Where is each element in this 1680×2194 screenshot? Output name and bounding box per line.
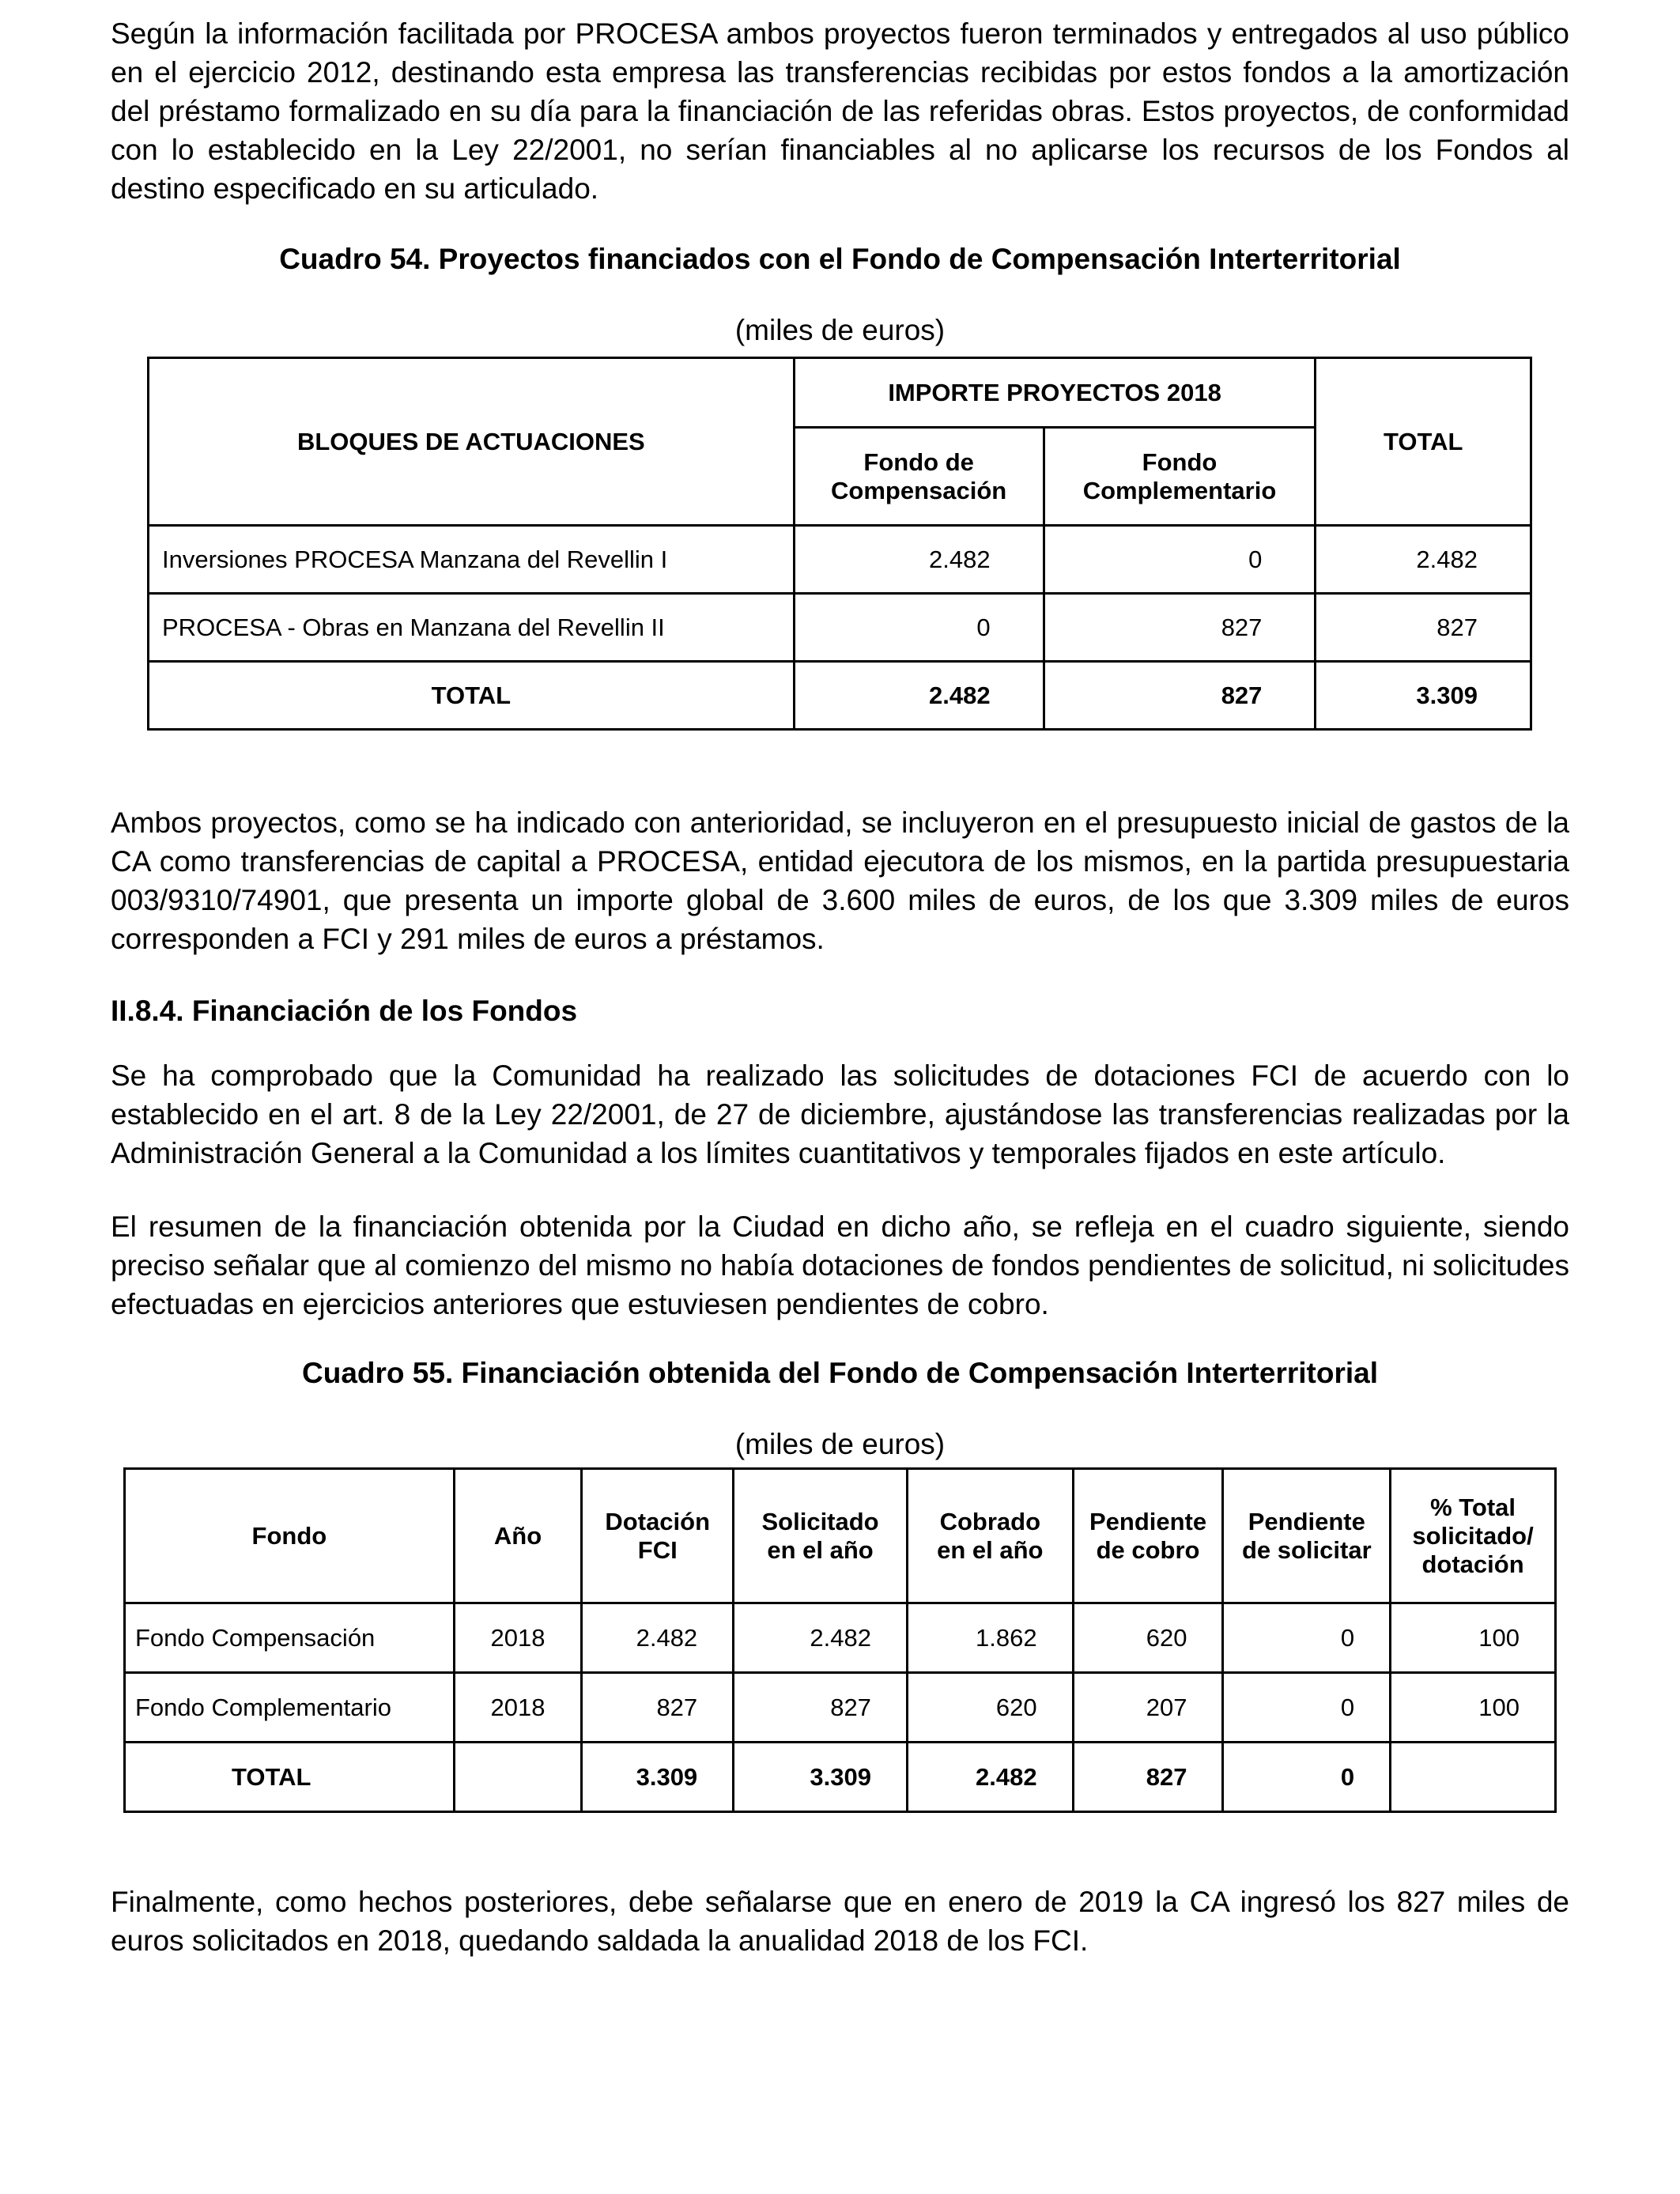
header-cobrado: Cobrado en el año bbox=[907, 1469, 1073, 1603]
total-cobrado: 2.482 bbox=[907, 1743, 1073, 1812]
table54-caption: Cuadro 54. Proyectos financiados con el Fondo de Compensación Interterritorial bbox=[279, 243, 1401, 275]
row-solicitado: 2.482 bbox=[734, 1603, 908, 1673]
row-cobrado: 620 bbox=[907, 1673, 1073, 1743]
total-dotacion: 3.309 bbox=[582, 1743, 734, 1812]
paragraph-3: Se ha comprobado que la Comunidad ha realizado las solicitudes de dotaciones FCI de acuerdo con lo establecido en el art. 8 de la Ley 22/2001, de 27 de diciembre, ajustándose las transferencias realizadas por la Administración General a la Comunidad a los límites cuantitativos y temporales fijados en este artículo. bbox=[111, 1059, 1569, 1169]
table55-caption: Cuadro 55. Financiación obtenida del Fondo de Compensación Interterritorial bbox=[302, 1357, 1378, 1389]
intro-paragraph: Según la información facilitada por PROCESA ambos proyectos fueron terminados y entregados al uso público en el ejercicio 2012, destinando esta empresa las transferencias recibidas por estos fondos a la amortización del préstamo formalizado en su día para la financiación de las referidas obras. Estos proyectos, de conformidad con lo establecido en la Ley 22/2001, no serían financiables al no aplicarse los recursos de los Fondos al destino especificado en su articulado. bbox=[111, 17, 1569, 205]
total-label: TOTAL bbox=[125, 1743, 455, 1812]
header-bloques: BLOQUES DE ACTUACIONES bbox=[149, 358, 795, 526]
table55 bbox=[123, 1467, 1557, 1813]
total-pendiente-solicitar: 0 bbox=[1223, 1743, 1391, 1812]
row-cobrado: 1.862 bbox=[907, 1603, 1073, 1673]
header-total: TOTAL bbox=[1316, 358, 1531, 526]
header-importe: IMPORTE PROYECTOS 2018 bbox=[794, 358, 1316, 428]
row-total: 2.482 bbox=[1316, 526, 1531, 594]
total-row bbox=[125, 1743, 1556, 1812]
row-complementario: 0 bbox=[1044, 526, 1316, 594]
row-pct: 100 bbox=[1391, 1673, 1556, 1743]
header-fondo: Fondo bbox=[125, 1469, 455, 1603]
header-fondo-compensacion: Fondo de Compensación bbox=[794, 428, 1044, 526]
table-row bbox=[149, 526, 1531, 594]
row-pct: 100 bbox=[1391, 1603, 1556, 1673]
header-anio: Año bbox=[454, 1469, 582, 1603]
row-anio: 2018 bbox=[454, 1603, 582, 1673]
total-total: 3.309 bbox=[1316, 662, 1531, 730]
paragraph-4: El resumen de la financiación obtenida por la Ciudad en dicho año, se refleja en el cuadro siguiente, siendo preciso señalar que al comienzo del mismo no había dotaciones de fondos pendientes de solicitud, ni solicitudes efectuadas en ejercicios anteriores que estuviesen pendientes de cobro. bbox=[111, 1210, 1569, 1320]
header-pct: % Total solicitado/ dotación bbox=[1391, 1469, 1556, 1603]
paragraph-2: Ambos proyectos, como se ha indicado con anterioridad, se incluyeron en el presupuesto inicial de gastos de la CA como transferencias de capital a PROCESA, entidad ejecutora de los mismos, en la partida presupuestaria 003/9310/74901, que presenta un importe global de 3.600 miles de euros, de los que 3.309 miles de euros corresponden a FCI y 291 miles de euros a préstamos. bbox=[111, 806, 1569, 955]
header-fondo-complementario: Fondo Complementario bbox=[1044, 428, 1316, 526]
total-solicitado: 3.309 bbox=[734, 1743, 908, 1812]
table-row bbox=[149, 594, 1531, 662]
row-total: 827 bbox=[1316, 594, 1531, 662]
row-fondo: Fondo Compensación bbox=[125, 1603, 455, 1673]
document-page bbox=[111, 14, 1569, 1960]
total-row bbox=[149, 662, 1531, 730]
row-anio: 2018 bbox=[454, 1673, 582, 1743]
row-fondo: Fondo Complementario bbox=[125, 1673, 455, 1743]
header-solicitado: Solicitado en el año bbox=[734, 1469, 908, 1603]
header-pendiente-solicitar: Pendiente de solicitar bbox=[1223, 1469, 1391, 1603]
table54 bbox=[147, 357, 1532, 731]
table55-units: (miles de euros) bbox=[734, 1428, 946, 1460]
final-paragraph: Finalmente, como hechos posteriores, debe señalarse que en enero de 2019 la CA ingresó los 827 miles de euros solicitados en 2018, quedando saldada la anualidad 2018 de los FCI. bbox=[111, 1886, 1569, 1957]
row-name: Inversiones PROCESA Manzana del Revellin I bbox=[149, 526, 795, 594]
table54-units: (miles de euros) bbox=[734, 314, 946, 346]
section-heading: II.8.4. Financiación de los Fondos bbox=[111, 995, 578, 1027]
row-pendiente-cobro: 207 bbox=[1073, 1673, 1223, 1743]
row-solicitado: 827 bbox=[734, 1673, 908, 1743]
total-pendiente-cobro: 827 bbox=[1073, 1743, 1223, 1812]
row-compensacion: 0 bbox=[794, 594, 1044, 662]
row-pendiente-solicitar: 0 bbox=[1223, 1673, 1391, 1743]
row-pendiente-cobro: 620 bbox=[1073, 1603, 1223, 1673]
total-pct bbox=[1391, 1743, 1556, 1812]
row-compensacion: 2.482 bbox=[794, 526, 1044, 594]
row-dotacion: 827 bbox=[582, 1673, 734, 1743]
total-anio bbox=[454, 1743, 582, 1812]
total-compensacion: 2.482 bbox=[794, 662, 1044, 730]
table-row bbox=[125, 1603, 1556, 1673]
row-pendiente-solicitar: 0 bbox=[1223, 1603, 1391, 1673]
header-pendiente-cobro: Pendiente de cobro bbox=[1073, 1469, 1223, 1603]
header-dotacion: Dotación FCI bbox=[582, 1469, 734, 1603]
table-row bbox=[125, 1673, 1556, 1743]
total-label: TOTAL bbox=[149, 662, 795, 730]
total-complementario: 827 bbox=[1044, 662, 1316, 730]
row-complementario: 827 bbox=[1044, 594, 1316, 662]
row-dotacion: 2.482 bbox=[582, 1603, 734, 1673]
row-name: PROCESA - Obras en Manzana del Revellin II bbox=[149, 594, 795, 662]
